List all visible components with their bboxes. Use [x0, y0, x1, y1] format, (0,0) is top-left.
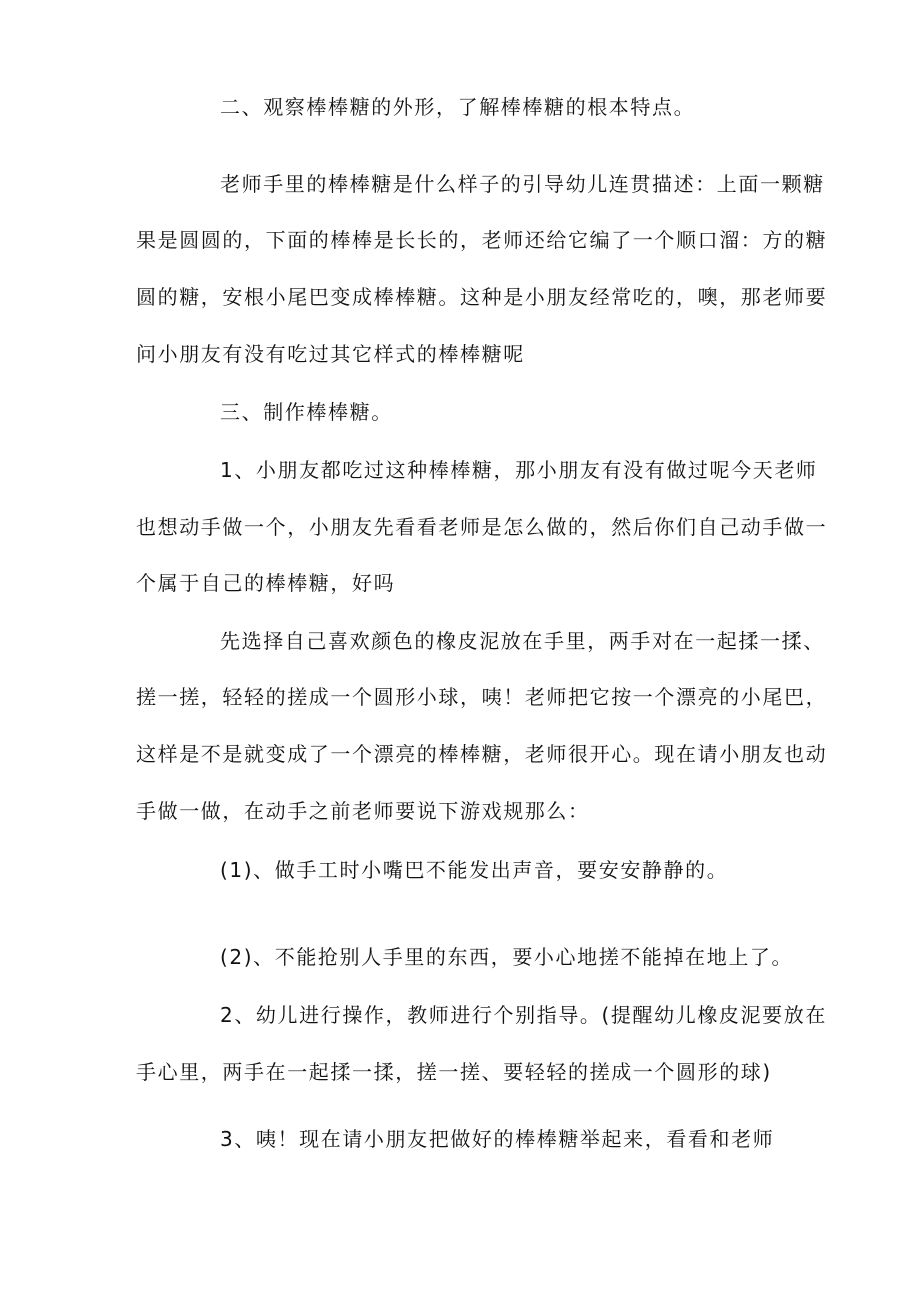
paragraph-line: 2、幼儿进行操作，教师进行个别指导。(提醒幼儿橡皮泥要放在 — [220, 1003, 827, 1027]
section-heading-make: 三、制作棒棒糖。 — [220, 400, 393, 424]
rule-item-1: (1)、做手工时小嘴巴不能发出声音，要安安静静的。 — [220, 858, 729, 882]
paragraph-line: 果是圆圆的，下面的棒棒是长长的，老师还给它编了一个顺口溜：方的糖 — [136, 228, 828, 252]
paragraph-line: 问小朋友有没有吃过其它样式的棒棒糖呢 — [136, 342, 525, 366]
paragraph-line: 3、咦！现在请小朋友把做好的棒棒糖举起来，看看和老师 — [220, 1127, 775, 1151]
paragraph-line: 个属于自己的棒棒糖，好吗 — [136, 571, 396, 595]
paragraph-line: 手做一做，在动手之前老师要说下游戏规那么： — [136, 799, 590, 823]
paragraph-line: 这样是不是就变成了一个漂亮的棒棒糖，老师很开心。现在请小朋友也动 — [136, 742, 828, 766]
rule-item-2: (2)、不能抢别人手里的东西，要小心地搓不能掉在地上了。 — [220, 945, 794, 969]
paragraph-line: 圆的糖，安根小尾巴变成棒棒糖。这种是小朋友经常吃的，噢，那老师要 — [136, 285, 828, 309]
paragraph-line: 老师手里的棒棒糖是什么样子的引导幼儿连贯描述：上面一颗糖 — [220, 172, 825, 196]
paragraph-line: 也想动手做一个，小朋友先看看老师是怎么做的，然后你们自己动手做一 — [136, 515, 828, 539]
paragraph-line: 搓一搓，轻轻的搓成一个圆形小球，咦！老师把它按一个漂亮的小尾巴， — [136, 685, 828, 709]
paragraph-line: 手心里，两手在一起揉一揉，搓一搓、要轻轻的搓成一个圆形的球) — [136, 1060, 772, 1084]
paragraph-line: 1、小朋友都吃过这种棒棒糖，那小朋友有没有做过呢今天老师 — [220, 458, 818, 482]
section-heading-observe: 二、观察棒棒糖的外形，了解棒棒糖的根本特点。 — [220, 95, 696, 119]
paragraph-line: 先选择自己喜欢颜色的橡皮泥放在手里，两手对在一起揉一揉、 — [220, 629, 825, 653]
